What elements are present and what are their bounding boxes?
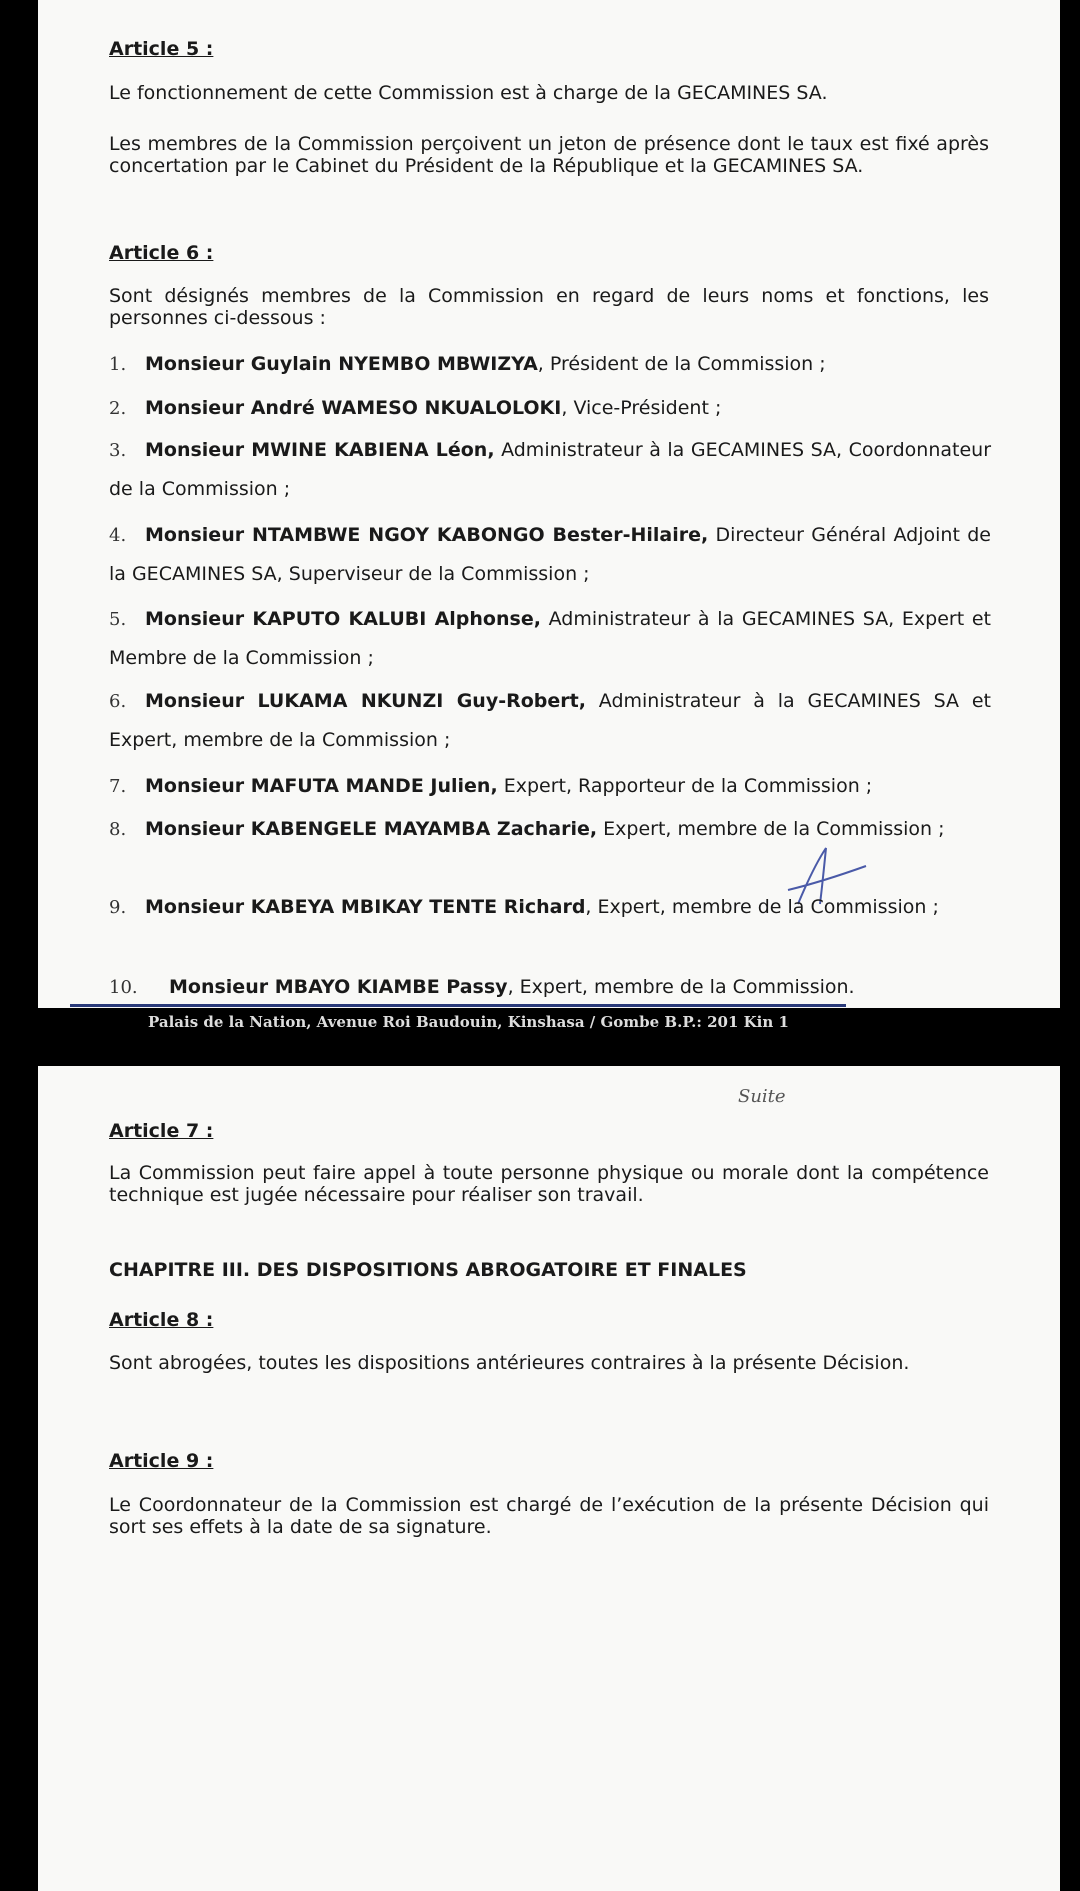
article-8-paragraph: Sont abrogées, toutes les dispositions antérieures contraires à la présente Décision. xyxy=(109,1352,910,1374)
member-name: Monsieur KAPUTO KALUBI Alphonse, xyxy=(145,608,541,630)
member-name: Monsieur KABENGELE MAYAMBA Zacharie, xyxy=(145,818,598,840)
article-7-heading: Article 7 : xyxy=(109,1120,214,1142)
member-role: Administrateur à la GECAMINES SA et Expert, membre de la Commission ; xyxy=(109,690,991,751)
list-number: 3. xyxy=(109,440,127,461)
article-8-text xyxy=(109,1352,989,1374)
member-name: Monsieur NTAMBWE NGOY KABONGO Bester-Hilaire, xyxy=(145,524,709,546)
chapter-heading: CHAPITRE III. DES DISPOSITIONS ABROGATOIRE ET FINALES xyxy=(109,1259,747,1281)
footer-address: Palais de la Nation, Avenue Roi Baudouin, Kinshasa / Gombe B.P.: 201 Kin 1 xyxy=(148,1013,789,1031)
footer-band xyxy=(148,1010,868,1034)
list-item xyxy=(109,968,991,1007)
article-9-text xyxy=(109,1494,989,1538)
member-role: Expert, Rapporteur de la Commission ; xyxy=(497,775,873,797)
member-role: , Président de la Commission ; xyxy=(537,353,826,375)
member-name: Monsieur MWINE KABIENA Léon, xyxy=(145,439,495,461)
member-role: , Expert, membre de la Commission. xyxy=(507,976,855,998)
member-role: Administrateur à la GECAMINES SA, Coordonnateur de la Commission ; xyxy=(109,439,992,500)
list-number: 10. xyxy=(109,977,138,998)
article-7-text xyxy=(109,1162,989,1206)
article-9-heading: Article 9 : xyxy=(109,1450,214,1472)
list-number: 5. xyxy=(109,609,127,630)
suite-note: Suite xyxy=(738,1086,786,1107)
list-number: 6. xyxy=(109,691,127,712)
article-8 xyxy=(109,1309,989,1331)
member-name: Monsieur Guylain NYEMBO MBWIZYA xyxy=(145,353,538,375)
member-name: Monsieur LUKAMA NKUNZI Guy-Robert, xyxy=(145,690,586,712)
member-name: Monsieur MAFUTA MANDE Julien, xyxy=(145,775,498,797)
list-number: 9. xyxy=(109,897,127,918)
member-name: Monsieur André WAMESO NKUALOLOKI xyxy=(145,397,562,419)
article-9 xyxy=(109,1450,989,1472)
article-5-paragraph-2: Les membres de la Commission perçoivent un jeton de présence dont le taux est fixé après concertation par le Cabinet du Président de la République et la GECAMINES SA. xyxy=(109,133,989,177)
list-number: 1. xyxy=(109,354,127,375)
member-role: , Vice-Président ; xyxy=(561,397,722,419)
article-5-heading: Article 5 : xyxy=(109,38,214,60)
article-7 xyxy=(109,1120,989,1142)
member-name: Monsieur KABEYA MBIKAY TENTE Richard xyxy=(145,896,586,918)
list-number: 7. xyxy=(109,776,127,797)
list-number: 2. xyxy=(109,398,127,419)
member-name: Monsieur MBAYO KIAMBE Passy xyxy=(169,976,508,998)
list-item xyxy=(109,888,991,927)
list-number: 8. xyxy=(109,819,127,840)
chapter-block xyxy=(109,1259,989,1281)
member-role: , Expert, membre de la Commission ; xyxy=(585,896,939,918)
document-page-1-lower xyxy=(38,0,1060,1008)
member-role: Expert, membre de la Commission ; xyxy=(597,818,945,840)
article-7-paragraph: La Commission peut faire appel à toute personne physique ou morale dont la compétence technique est jugée nécessaire pour réaliser son travail. xyxy=(109,1162,989,1206)
article-5-paragraph-1: Le fonctionnement de cette Commission est à charge de la GECAMINES SA. xyxy=(109,82,828,104)
article-9-paragraph: Le Coordonnateur de la Commission est chargé de l’exécution de la présente Décision qui sort ses effets à la date de sa signature. xyxy=(109,1494,989,1538)
article-8-heading: Article 8 : xyxy=(109,1309,214,1331)
article-6-heading: Article 6 : xyxy=(109,242,214,264)
document-page-2 xyxy=(38,1066,1060,1891)
list-number: 4. xyxy=(109,525,127,546)
member-role: Administrateur à la GECAMINES SA, Expert et Membre de la Commission ; xyxy=(109,608,991,669)
member-role: Directeur Général Adjoint de la GECAMINES SA, Superviseur de la Commission ; xyxy=(109,524,991,585)
article-6-intro: Sont désignés membres de la Commission en regard de leurs noms et fonctions, les personnes ci-dessous : xyxy=(109,285,989,329)
